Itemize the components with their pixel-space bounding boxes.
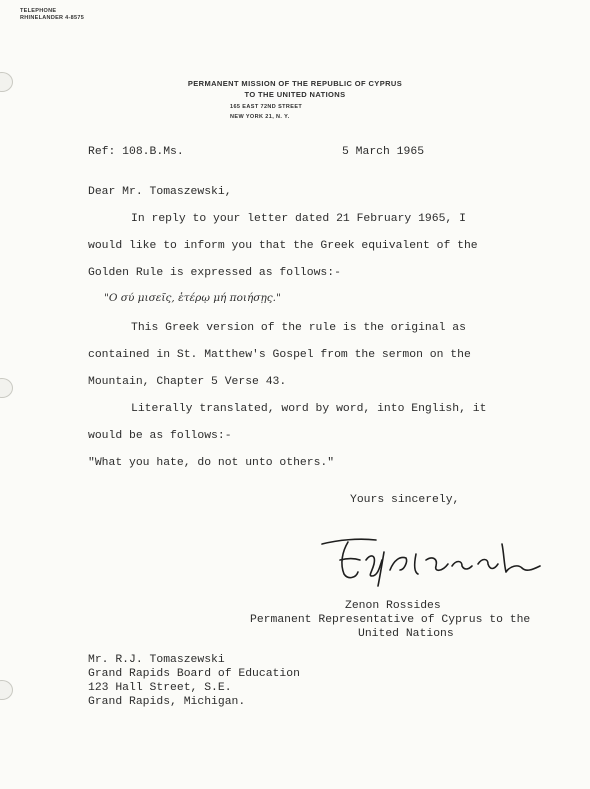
addressee-line: Grand Rapids, Michigan. <box>88 696 246 708</box>
reference-number: Ref: 108.B.Ms. <box>88 146 184 158</box>
letterhead <box>150 78 440 122</box>
addressee-line: Grand Rapids Board of Education <box>88 668 300 680</box>
greek-quotation: "Ο σύ μισεῖς, ἑτέρῳ μή ποιήσῃς." <box>104 292 281 304</box>
punch-hole <box>0 72 13 92</box>
body-line: In reply to your letter dated 21 February 1965, I <box>131 213 466 225</box>
addressee-name: Mr. R.J. Tomaszewski <box>88 654 225 666</box>
salutation: Dear Mr. Tomaszewski, <box>88 186 232 198</box>
telephone-label: TELEPHONE <box>20 8 57 14</box>
letterhead-line: PERMANENT MISSION OF THE REPUBLIC OF CYPRUS <box>187 79 403 88</box>
punch-hole <box>0 680 13 700</box>
telephone-block <box>20 8 84 22</box>
letterhead-line: TO THE UNITED NATIONS <box>244 90 346 99</box>
letter-date: 5 March 1965 <box>342 146 425 158</box>
body-line: Golden Rule is expressed as follows:- <box>88 267 341 279</box>
signer-name: Zenon Rossides <box>345 600 441 612</box>
handwritten-signature <box>318 530 548 590</box>
letterhead-city: NEW YORK 21, N. Y. <box>230 114 290 120</box>
addressee-line: 123 Hall Street, S.E. <box>88 682 232 694</box>
body-line: would like to inform you that the Greek equivalent of the <box>88 240 478 252</box>
body-line: Literally translated, word by word, into English, it <box>131 403 487 415</box>
signer-title: Permanent Representative of Cyprus to the <box>250 614 531 626</box>
signer-title: United Nations <box>358 628 454 640</box>
telephone-number: RHINELANDER 4-8575 <box>20 15 85 21</box>
body-line: This Greek version of the rule is the original as <box>131 322 466 334</box>
letterhead-address: 165 EAST 72ND STREET <box>230 104 303 110</box>
body-line: contained in St. Matthew's Gospel from the sermon on the <box>88 349 471 361</box>
body-line: would be as follows:- <box>88 430 232 442</box>
closing: Yours sincerely, <box>350 494 460 506</box>
body-line: Mountain, Chapter 5 Verse 43. <box>88 376 287 388</box>
english-quotation: "What you hate, do not unto others." <box>88 457 335 469</box>
punch-hole <box>0 378 13 398</box>
